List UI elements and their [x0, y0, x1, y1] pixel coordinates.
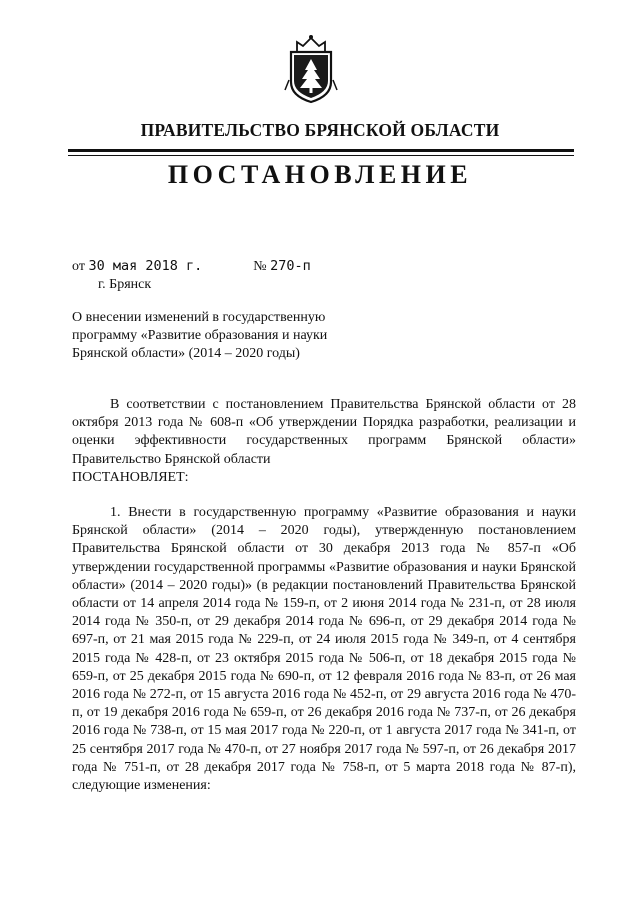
document-date: 30 мая 2018 г.	[88, 258, 203, 274]
government-name: ПРАВИТЕЛЬСТВО БРЯНСКОЙ ОБЛАСТИ	[140, 120, 500, 140]
item-1-paragraph: 1. Внести в государственную программу «Развитие образования и науки Брянской области» (2014 – 2020 годы), утвержденную постановлением Правительства Брянской области от 30 декабря 2013 года № 857-п «Об утверждении государственной программы «Развитие образования и науки Брянской области» (2014 – 2020 годы)» (в редакции постановлений Правительства Брянской области от 14 апреля 2014 года № 159-п, от 2 июня 2014 года № 231-п, от 28 июля 2014 года № 350-п, от 29 декабря 2014 года № 696-п, от 29 декабря 2014 года № 697-п, от 21 мая 2015 года № 229-п, от 24 июля 2015 года № 349-п, от 4 сентября 2015 года № 428-п, от 23 октября 2015 года № 506-п, от 18 декабря 2015 года № 659-п, от 25 декабря 2015 года № 690-п, от 12 февраля 2016 года № 83-п, от 26 мая 2016 года № 272-п, от 15 августа 2016 года № 452-п, от 29 августа 2016 года № 470-п, от 19 декабря 2016 года № 659-п, от 26 декабря 2016 года № 737-п, от 26 декабря 2016 года № 738-п, от 15 мая 2017 года № 220-п, от 1 августа 2017 года № 341-п, от 25 сентября 2017 года № 470-п, от 27 ноября 2017 года № 597-п, от 26 декабря 2017 года № 751-п, от 28 декабря 2017 года № 758-п, от 5 марта 2018 года № 87-п), следующие изменения:	[72, 505, 576, 794]
header-rule-thin	[68, 155, 574, 156]
coat-of-arms-emblem	[283, 34, 339, 106]
document-body	[72, 396, 576, 795]
subject-line: Брянской области» (2014 – 2020 годы)	[72, 346, 300, 361]
subject-line: О внесении изменений в государственную	[72, 310, 326, 325]
date-number-row	[72, 258, 311, 275]
number-prefix: №	[253, 259, 267, 274]
document-subject	[72, 309, 402, 363]
resolve-heading: ПОСТАНОВЛЯЕТ:	[72, 469, 189, 485]
document-number: 270-п	[270, 258, 311, 274]
subject-line: программу «Развитие образования и науки	[72, 328, 328, 343]
document-city: г. Брянск	[98, 277, 152, 292]
date-prefix: от	[72, 259, 85, 274]
header-rule-thick	[68, 149, 574, 152]
document-type-title: ПОСТАНОВЛЕНИЕ	[167, 160, 473, 189]
preamble-paragraph: В соответствии с постановлением Правительства Брянской области от 28 октября 2013 года № 608-п «Об утверждении Порядка разработки, реализации и оценки эффективности государственных программ Брянской области» Правительство Брянской области	[72, 397, 576, 467]
